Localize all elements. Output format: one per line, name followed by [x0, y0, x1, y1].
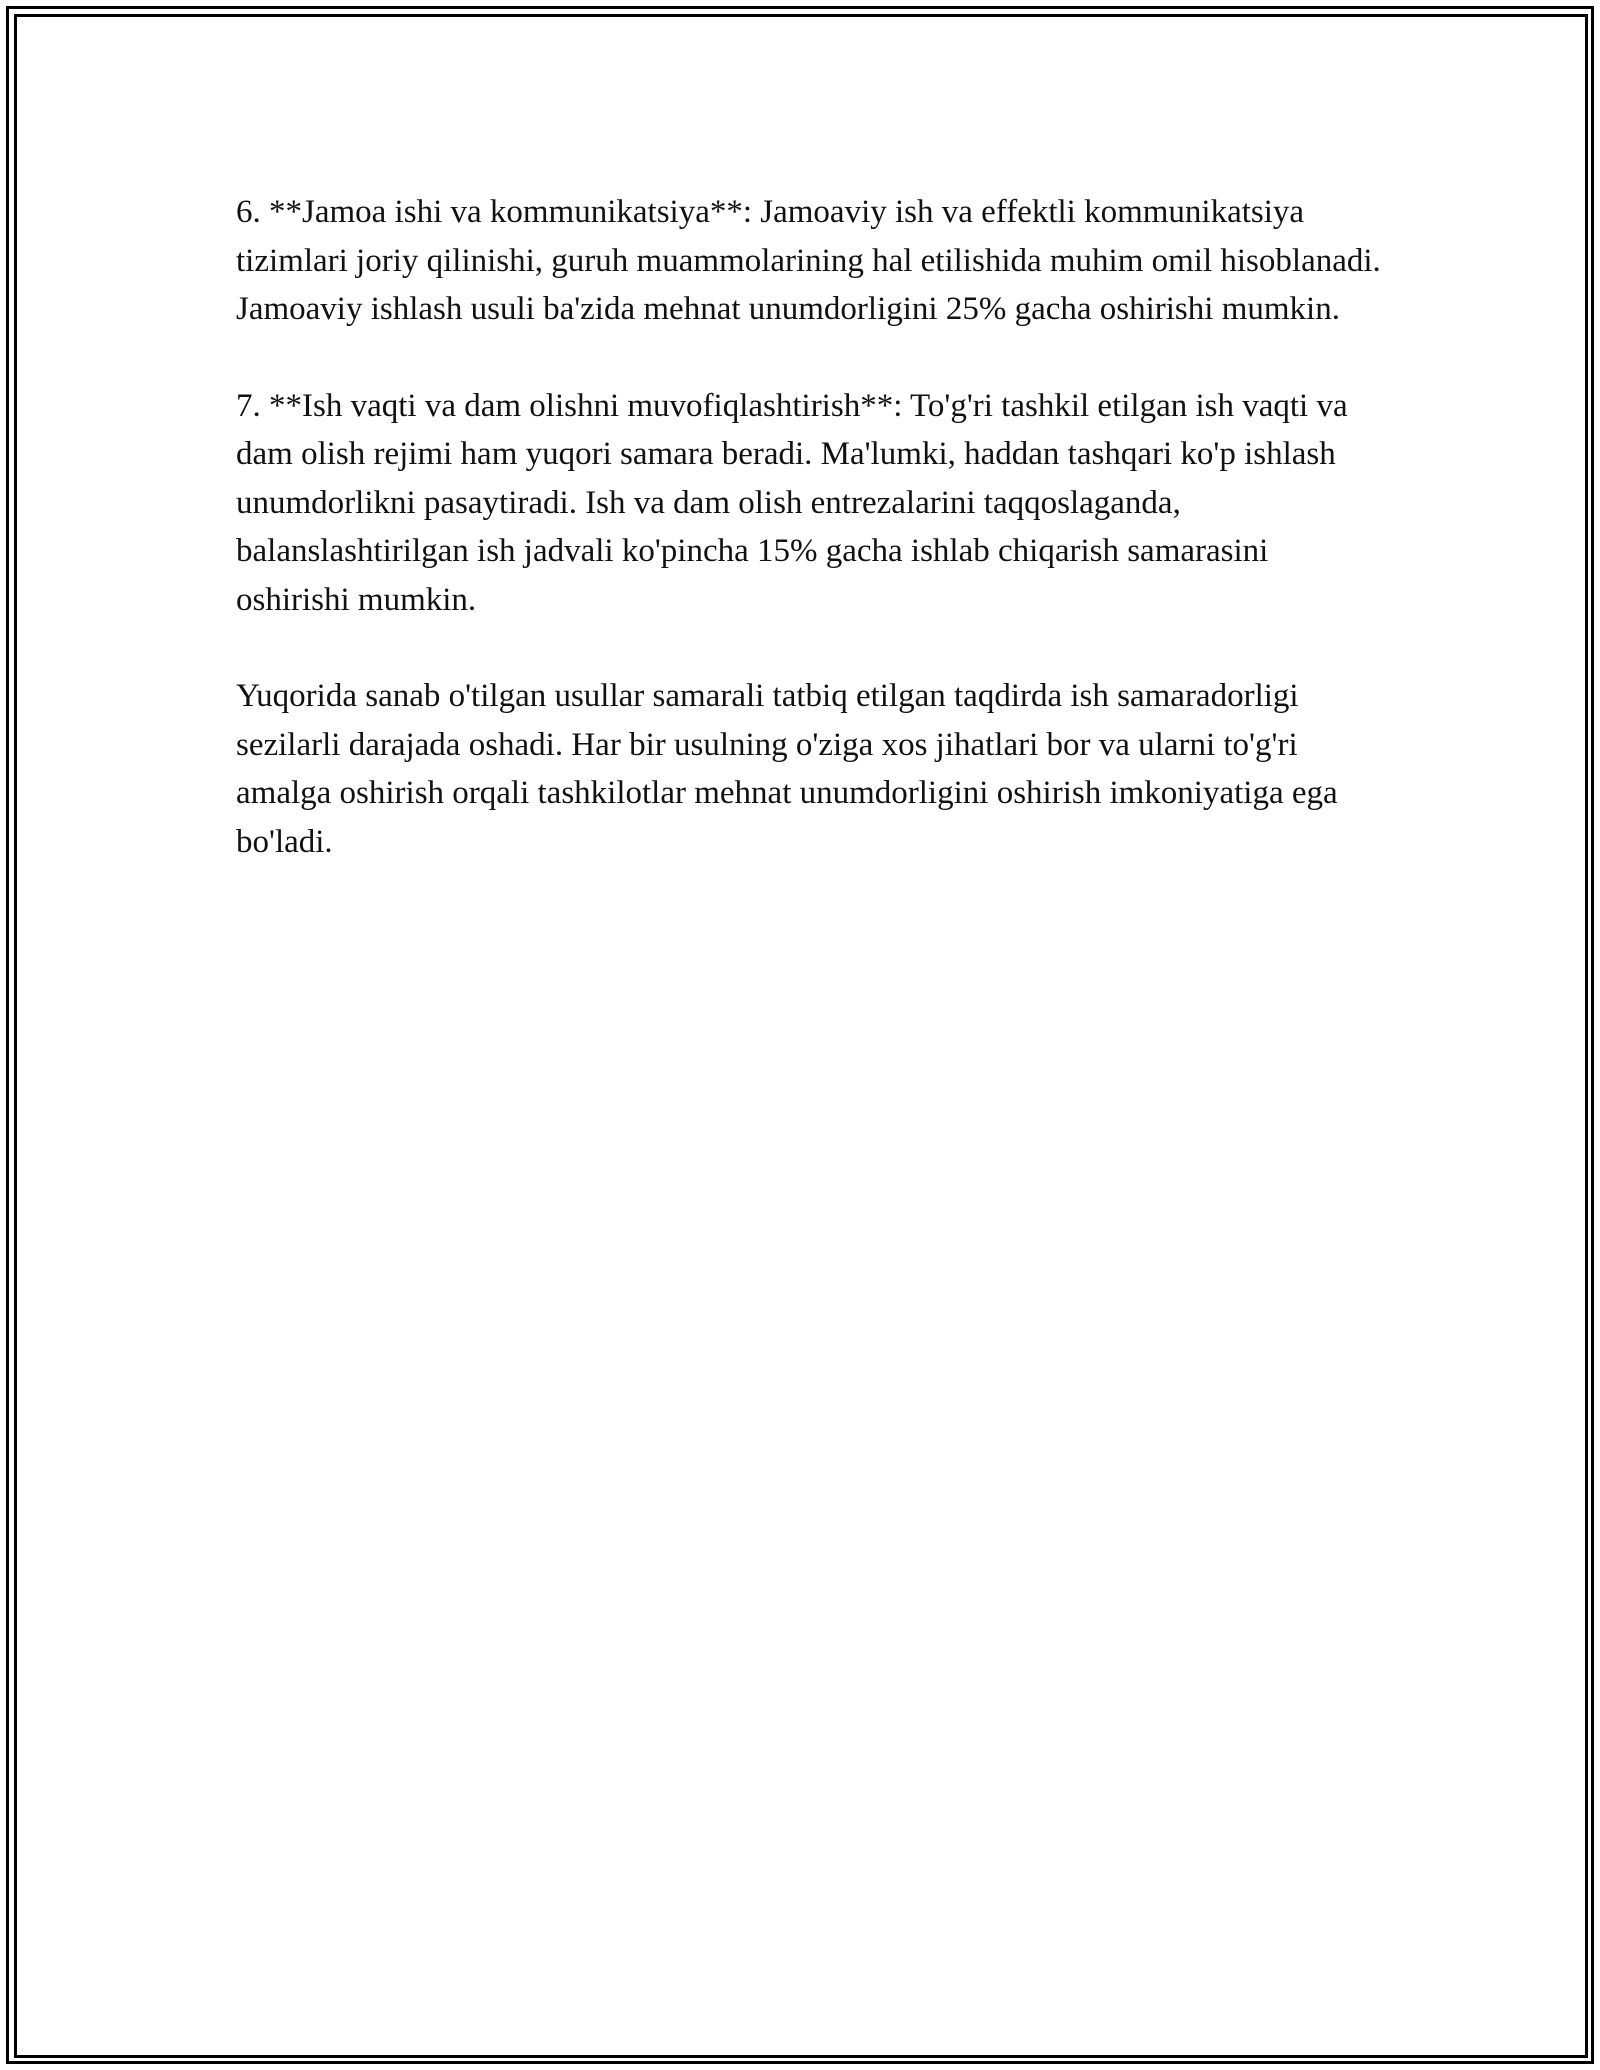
paragraph-conclusion: Yuqorida sanab o'tilgan usullar samarali tatbiq etilgan taqdirda ish samaradorligi sezilarli darajada oshadi. Har bir usulning o'ziga xos jihatlari bor va ularni to'g'ri amalga oshirish orqali tashkilotlar mehnat unumdorligini oshirish imkoniyatiga ega bo'ladi.: [236, 678, 1338, 860]
paragraph-teamwork: 6. **Jamoa ishi va kommunikatsiya**: Jamoaviy ish va effektli kommunikatsiya tizimlari joriy qilinishi, guruh muammolarining hal etilishida muhim omil hisoblanadi. Jamoaviy ishlash usuli ba'zida mehnat unumdorligini 25% gacha oshirishi mumkin.: [236, 194, 1381, 327]
document-body: [236, 188, 1386, 914]
paragraph-work-rest-balance: 7. **Ish vaqti va dam olishni muvofiqlashtirish**: To'g'ri tashkil etilgan ish vaqti va dam olish rejimi ham yuqori samara beradi. Ma'lumki, haddan tashqari ko'p ishlash unumdorlikni pasaytiradi. Ish va dam olish entrezalarini taqqoslaganda, balanslashtirilgan ish jadvali ko'pincha 15% gacha ishlab chiqarish samarasini oshirishi mumkin.: [236, 387, 1348, 618]
